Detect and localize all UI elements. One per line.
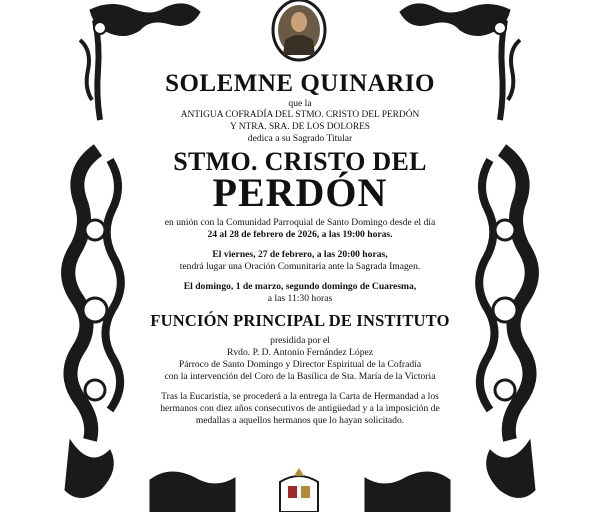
invitation-text (120, 70, 480, 427)
titular-name-line2: PERDÓN (212, 170, 388, 215)
right-column-ornament (479, 150, 535, 498)
union-text: en unión con la Comunidad Parroquial de Santo Domingo desde el día (164, 217, 436, 228)
sunday-event-line2: a las 11:30 horas (267, 293, 333, 304)
closing-line1: Tras la Eucaristía, se procederá a la entrega la Carta de Hermandad a los (161, 391, 439, 402)
left-column-ornament (65, 150, 121, 498)
coat-of-arms-icon (280, 468, 318, 512)
titular-name-line1: STMO. CRISTO DEL (173, 147, 427, 176)
bottom-right-ornament (365, 472, 450, 512)
choir-text: con la intervención del Coro de la Basílica de Sta. María de la Victoria (164, 371, 436, 382)
priest-role: Párroco de Santo Domingo y Director Espiritual de la Cofradía (178, 359, 422, 370)
closing-line3: medallas a aquellos hermanos que lo hayan solicitado. (195, 415, 405, 426)
closing-line2: hermanos con diez años consecutivos de antigüedad y a la imposición de (160, 403, 440, 414)
brotherhood-name-line1: ANTIGUA COFRADÍA DEL STMO. CRISTO DEL PERDÓN (180, 110, 420, 120)
event-title: SOLEMNE QUINARIO (165, 70, 435, 97)
priest-name: Rvdo. P. D. Antonio Fernández López (226, 347, 374, 358)
quinario-dates: 24 al 28 de febrero de 2026, a las 19:00 horas. (207, 229, 393, 240)
brotherhood-name-line2: Y NTRA. SRA. DE LOS DOLORES (229, 121, 371, 132)
friday-event-line1: El viernes, 27 de febrero, a las 20:00 horas, (212, 249, 388, 260)
christ-portrait-icon (273, 0, 325, 60)
friday-event-line2: tendrá lugar una Oración Comunitaria ante la Sagrada Imagen. (179, 261, 421, 272)
intro-text: que la (288, 98, 312, 109)
dedication-text: dedica a su Sagrado Titular (247, 133, 353, 144)
function-title: FUNCIÓN PRINCIPAL DE INSTITUTO (150, 311, 450, 330)
presided-text: presidida por el (270, 335, 330, 346)
bottom-left-ornament (150, 472, 235, 512)
sunday-event-line1: El domingo, 1 de marzo, segundo domingo de Cuaresma, (183, 281, 417, 292)
